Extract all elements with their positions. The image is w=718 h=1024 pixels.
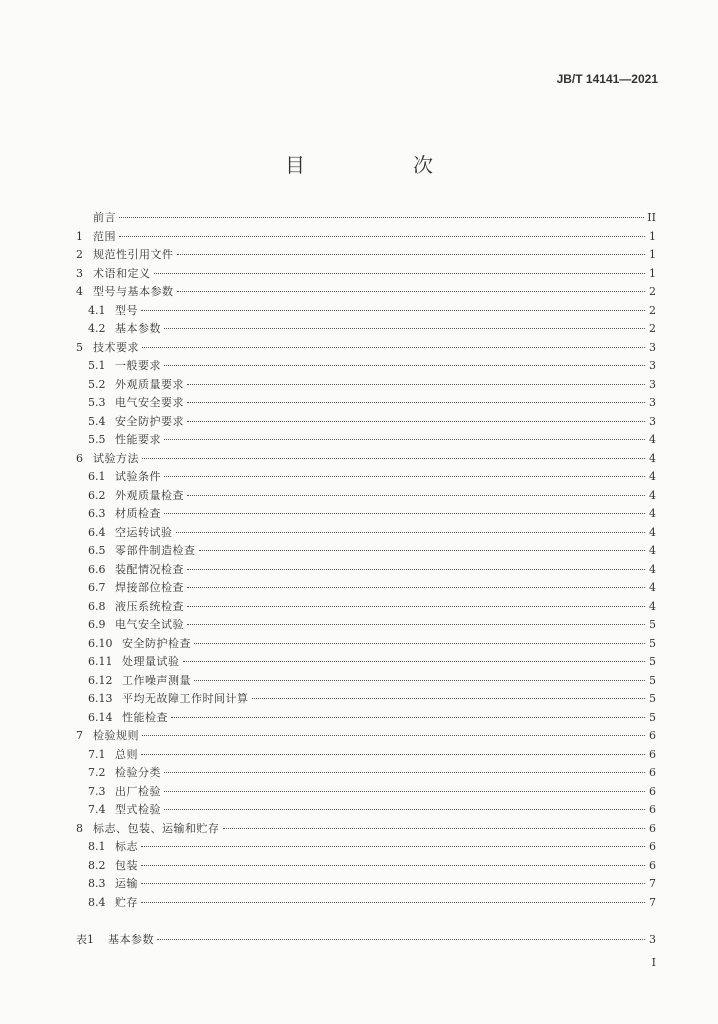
- leader-dots: [199, 550, 646, 551]
- entry-page-number: 1: [649, 266, 656, 280]
- entry-title: 安全防护检查: [122, 636, 191, 650]
- entry-page-number: 3: [649, 414, 656, 428]
- leader-dots: [141, 902, 645, 903]
- toc-entry[interactable]: [76, 542, 656, 561]
- leader-dots: [164, 772, 645, 773]
- entry-page-number: 6: [649, 784, 656, 798]
- entry-page-number: 4: [649, 544, 656, 557]
- toc-entry[interactable]: [76, 413, 656, 432]
- leader-dots: [252, 698, 646, 699]
- entry-title: 外观质量要求: [115, 377, 184, 391]
- toc-entry[interactable]: [76, 265, 656, 284]
- toc-entry[interactable]: [76, 709, 656, 728]
- entry-title: 基本参数: [108, 933, 154, 946]
- entry-page-number: 5: [649, 618, 656, 631]
- entry-page-number: 5: [649, 655, 656, 668]
- entry-number: 2: [76, 248, 83, 261]
- leader-dots: [194, 680, 645, 681]
- entry-page-number: 4: [649, 581, 656, 594]
- entry-number: 3: [76, 266, 83, 280]
- leader-dots: [194, 643, 645, 644]
- list-of-tables: [76, 931, 656, 950]
- entry-title: 电气安全要求: [115, 396, 184, 409]
- entry-page-number: 7: [649, 895, 656, 909]
- leader-dots: [187, 402, 645, 403]
- entry-title: 型式检验: [115, 803, 161, 816]
- leader-dots: [187, 624, 645, 625]
- toc-entry[interactable]: [76, 690, 656, 709]
- entry-page-number: 3: [649, 359, 656, 372]
- entry-number: 5.1: [88, 359, 106, 372]
- entry-number: 8.1: [88, 840, 106, 853]
- entry-number: 7.3: [88, 784, 106, 798]
- entry-title: 前言: [93, 211, 116, 224]
- entry-number: 7: [76, 729, 83, 742]
- entry-page-number: 4: [649, 525, 656, 539]
- entry-page-number: 1: [649, 229, 656, 243]
- entry-title: 处理量试验: [122, 655, 180, 668]
- toc-entry[interactable]: [76, 524, 656, 543]
- entry-title: 试验方法: [93, 451, 139, 465]
- entry-title: 贮存: [115, 895, 138, 909]
- entry-page-number: 6: [649, 840, 656, 853]
- entry-title: 外观质量检查: [115, 488, 184, 502]
- entry-title: 空运转试验: [115, 525, 173, 539]
- toc-entry[interactable]: [76, 320, 656, 339]
- leader-dots: [141, 865, 645, 866]
- entry-page-number: 2: [649, 322, 656, 335]
- entry-title: 性能检查: [122, 710, 168, 724]
- toc-entry[interactable]: [76, 746, 656, 765]
- entry-number: 8.3: [88, 877, 106, 890]
- page-title: 目 次: [285, 153, 477, 177]
- leader-dots: [187, 606, 645, 607]
- toc-entry[interactable]: [76, 228, 656, 247]
- entry-page-number: II: [647, 211, 656, 224]
- entry-title: 范围: [93, 229, 116, 243]
- entry-title: 总则: [115, 747, 138, 761]
- entry-number: 5.4: [88, 414, 106, 428]
- entry-page-number: 4: [649, 507, 656, 520]
- entry-page-number: 5: [649, 710, 656, 724]
- toc-entry[interactable]: [76, 875, 656, 894]
- leader-dots: [183, 661, 646, 662]
- entry-page-number: 6: [649, 729, 656, 742]
- toc-entry[interactable]: [76, 468, 656, 487]
- entry-number: 6.2: [88, 488, 106, 502]
- entry-title: 技术要求: [93, 340, 139, 354]
- toc-entry[interactable]: [76, 209, 656, 228]
- entry-number: 6.12: [88, 673, 113, 687]
- entry-title: 术语和定义: [93, 266, 151, 280]
- leader-dots: [141, 846, 645, 847]
- entry-page-number: 6: [649, 858, 656, 872]
- entry-number: 6.4: [88, 525, 106, 539]
- entry-title: 规范性引用文件: [93, 248, 174, 261]
- leader-dots: [187, 384, 645, 385]
- toc-entry[interactable]: [76, 838, 656, 857]
- toc-entry[interactable]: [76, 801, 656, 820]
- entry-title: 试验条件: [115, 470, 161, 483]
- toc-entry[interactable]: [76, 394, 656, 413]
- toc-entry[interactable]: [76, 283, 656, 302]
- entry-number: 7.1: [88, 747, 106, 761]
- toc-entry[interactable]: [76, 764, 656, 783]
- leader-dots: [171, 717, 645, 718]
- entry-title: 标志、包装、运输和贮存: [93, 821, 220, 835]
- toc-entry[interactable]: [76, 505, 656, 524]
- leader-dots: [177, 254, 646, 255]
- entry-page-number: 4: [649, 488, 656, 502]
- leader-dots: [157, 939, 645, 940]
- toc-entry[interactable]: [76, 339, 656, 358]
- entry-number: 表1: [76, 933, 94, 946]
- entry-page-number: 4: [649, 451, 656, 465]
- entry-page-number: 6: [649, 821, 656, 835]
- entry-page-number: 2: [649, 285, 656, 298]
- leader-dots: [141, 883, 645, 884]
- toc-entry[interactable]: [76, 653, 656, 672]
- leader-dots: [223, 828, 646, 829]
- entry-page-number: 6: [649, 803, 656, 816]
- entry-title: 工作噪声测量: [122, 673, 191, 687]
- toc-entry[interactable]: [76, 857, 656, 876]
- toc-entry[interactable]: [76, 357, 656, 376]
- entry-page-number: 5: [649, 692, 656, 705]
- entry-title: 标志: [115, 840, 138, 853]
- entry-page-number: 6: [649, 766, 656, 779]
- entry-page-number: 1: [649, 248, 656, 261]
- toc-entry[interactable]: [76, 635, 656, 654]
- entry-title: 焊接部位检查: [115, 581, 184, 594]
- entry-number: 8: [76, 821, 83, 835]
- table-of-contents: [76, 209, 656, 912]
- leader-dots: [164, 439, 645, 440]
- leader-dots: [141, 754, 645, 755]
- leader-dots: [164, 328, 645, 329]
- toc-entry[interactable]: [76, 672, 656, 691]
- toc-entry[interactable]: [76, 727, 656, 746]
- toc-entry[interactable]: [76, 561, 656, 580]
- leader-dots: [177, 291, 646, 292]
- leader-dots: [187, 587, 645, 588]
- entry-number: 6.11: [88, 655, 113, 668]
- entry-number: 6.9: [88, 618, 106, 631]
- entry-number: 6.13: [88, 692, 113, 705]
- entry-page-number: 3: [649, 340, 656, 354]
- leader-dots: [187, 421, 645, 422]
- entry-number: 6.6: [88, 562, 106, 576]
- entry-title: 安全防护要求: [115, 414, 184, 428]
- entry-title: 液压系统检查: [115, 599, 184, 613]
- entry-page-number: 4: [649, 470, 656, 483]
- entry-page-number: 3: [649, 377, 656, 391]
- leader-dots: [176, 532, 646, 533]
- leader-dots: [164, 476, 645, 477]
- entry-title: 电气安全试验: [115, 618, 184, 631]
- standard-code: JB/T 14141—2021: [556, 72, 658, 86]
- entry-number: 1: [76, 229, 83, 243]
- entry-title: 运输: [115, 877, 138, 890]
- toc-entry[interactable]: [76, 579, 656, 598]
- entry-number: 6.5: [88, 544, 106, 557]
- leader-dots: [142, 458, 645, 459]
- leader-dots: [164, 809, 645, 810]
- toc-entry[interactable]: [76, 616, 656, 635]
- entry-number: 5.3: [88, 396, 106, 409]
- entry-title: 材质检查: [115, 507, 161, 520]
- entry-number: 4.2: [88, 322, 106, 335]
- entry-number: 6.8: [88, 599, 106, 613]
- leader-dots: [142, 735, 645, 736]
- entry-page-number: 2: [649, 303, 656, 317]
- leader-dots: [164, 791, 645, 792]
- entry-title: 出厂检验: [115, 784, 161, 798]
- leader-dots: [154, 273, 646, 274]
- leader-dots: [141, 310, 645, 311]
- entry-number: 8.2: [88, 858, 106, 872]
- leader-dots: [142, 347, 645, 348]
- entry-page-number: 7: [649, 877, 656, 890]
- entry-title: 装配情况检查: [115, 562, 184, 576]
- entry-page-number: 5: [649, 636, 656, 650]
- entry-page-number: 3: [649, 933, 656, 946]
- entry-title: 检验规则: [93, 729, 139, 742]
- entry-number: 4: [76, 285, 83, 298]
- leader-dots: [164, 513, 645, 514]
- toc-entry[interactable]: [76, 598, 656, 617]
- entry-title: 基本参数: [115, 322, 161, 335]
- entry-page-number: 5: [649, 673, 656, 687]
- leader-dots: [119, 236, 645, 237]
- toc-entry[interactable]: [76, 431, 656, 450]
- entry-number: 7.2: [88, 766, 106, 779]
- leader-dots: [187, 569, 645, 570]
- table-list-entry[interactable]: [76, 931, 656, 950]
- entry-number: 5.5: [88, 433, 106, 446]
- entry-page-number: 6: [649, 747, 656, 761]
- toc-entry[interactable]: [76, 783, 656, 802]
- entry-number: 5: [76, 340, 83, 354]
- entry-page-number: 4: [649, 433, 656, 446]
- entry-title: 型号: [115, 303, 138, 317]
- entry-page-number: 3: [649, 396, 656, 409]
- toc-entry[interactable]: [76, 302, 656, 321]
- entry-title: 零部件制造检查: [115, 544, 196, 557]
- leader-dots: [187, 495, 645, 496]
- entry-number: 6.14: [88, 710, 113, 724]
- entry-page-number: 4: [649, 562, 656, 576]
- toc-entry[interactable]: [76, 820, 656, 839]
- entry-title: 检验分类: [115, 766, 161, 779]
- toc-entry[interactable]: [76, 894, 656, 913]
- toc-entry[interactable]: [76, 246, 656, 265]
- entry-number: 7.4: [88, 803, 106, 816]
- leader-dots: [119, 217, 644, 218]
- entry-title: 平均无故障工作时间计算: [122, 692, 249, 705]
- toc-entry[interactable]: [76, 487, 656, 506]
- entry-number: 6.1: [88, 470, 106, 483]
- entry-title: 一般要求: [115, 359, 161, 372]
- entry-title: 包装: [115, 858, 138, 872]
- entry-title: 性能要求: [115, 433, 161, 446]
- entry-number: 4.1: [88, 303, 106, 317]
- entry-number: 6.3: [88, 507, 106, 520]
- entry-title: 型号与基本参数: [93, 285, 174, 298]
- page-number: I: [651, 956, 656, 969]
- entry-number: 6.7: [88, 581, 106, 594]
- entry-number: 8.4: [88, 895, 106, 909]
- entry-number: 6: [76, 451, 83, 465]
- toc-entry[interactable]: [76, 450, 656, 469]
- entry-page-number: 4: [649, 599, 656, 613]
- leader-dots: [164, 365, 645, 366]
- toc-entry[interactable]: [76, 376, 656, 395]
- entry-number: 6.10: [88, 636, 113, 650]
- entry-number: 5.2: [88, 377, 106, 391]
